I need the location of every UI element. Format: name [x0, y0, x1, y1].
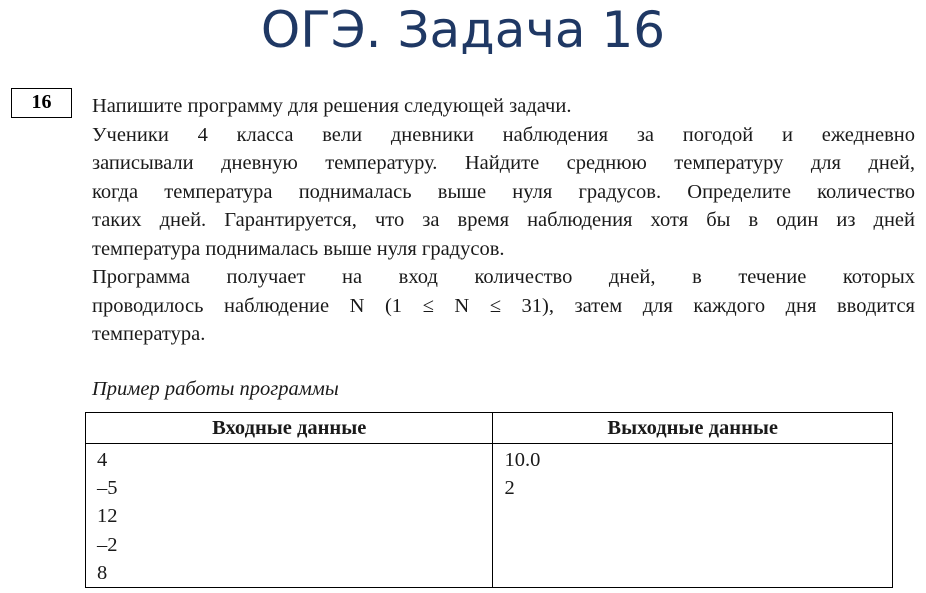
slide-title: ОГЭ. Задача 16 [260, 1, 666, 59]
input-value: 12 [97, 505, 118, 528]
input-cell [86, 444, 493, 588]
task-line: записывали дневную температуру. Найдите среднюю температуру для дней, [92, 152, 915, 174]
output-value: 2 [504, 477, 515, 500]
task-line: когда температура поднималась выше нуля градусов. Определите количество [92, 180, 915, 203]
task-number-box: 16 [11, 88, 72, 118]
input-value: –2 [97, 533, 118, 556]
example-table [85, 412, 893, 588]
output-cell [493, 444, 893, 588]
task-line: проводилось наблюдение N (1 ≤ N ≤ 31), затем для каждого дня вводится [92, 294, 915, 317]
task-line: Программа получает на вход количество дней, в течение которых [92, 266, 915, 288]
output-header: Выходные данные [493, 413, 893, 444]
example-caption: Пример работы программы [92, 378, 339, 400]
task-line: таких дней. Гарантируется, что за время наблюдения хотя бы в один из дней [92, 209, 915, 231]
task-statement [92, 92, 915, 349]
task-line: Ученики 4 класса вели дневники наблюдения за погодой и ежедневно [92, 123, 915, 146]
task-line: температура поднималась выше нуля градусов. [92, 237, 505, 260]
input-value: 8 [97, 561, 108, 584]
task-line: температура. [92, 323, 206, 345]
task-line: Напишите программу для решения следующей задачи. [92, 95, 572, 117]
output-value: 10.0 [504, 449, 541, 471]
input-value: –5 [97, 477, 118, 500]
input-header: Входные данные [86, 413, 493, 444]
input-value: 4 [97, 449, 108, 471]
